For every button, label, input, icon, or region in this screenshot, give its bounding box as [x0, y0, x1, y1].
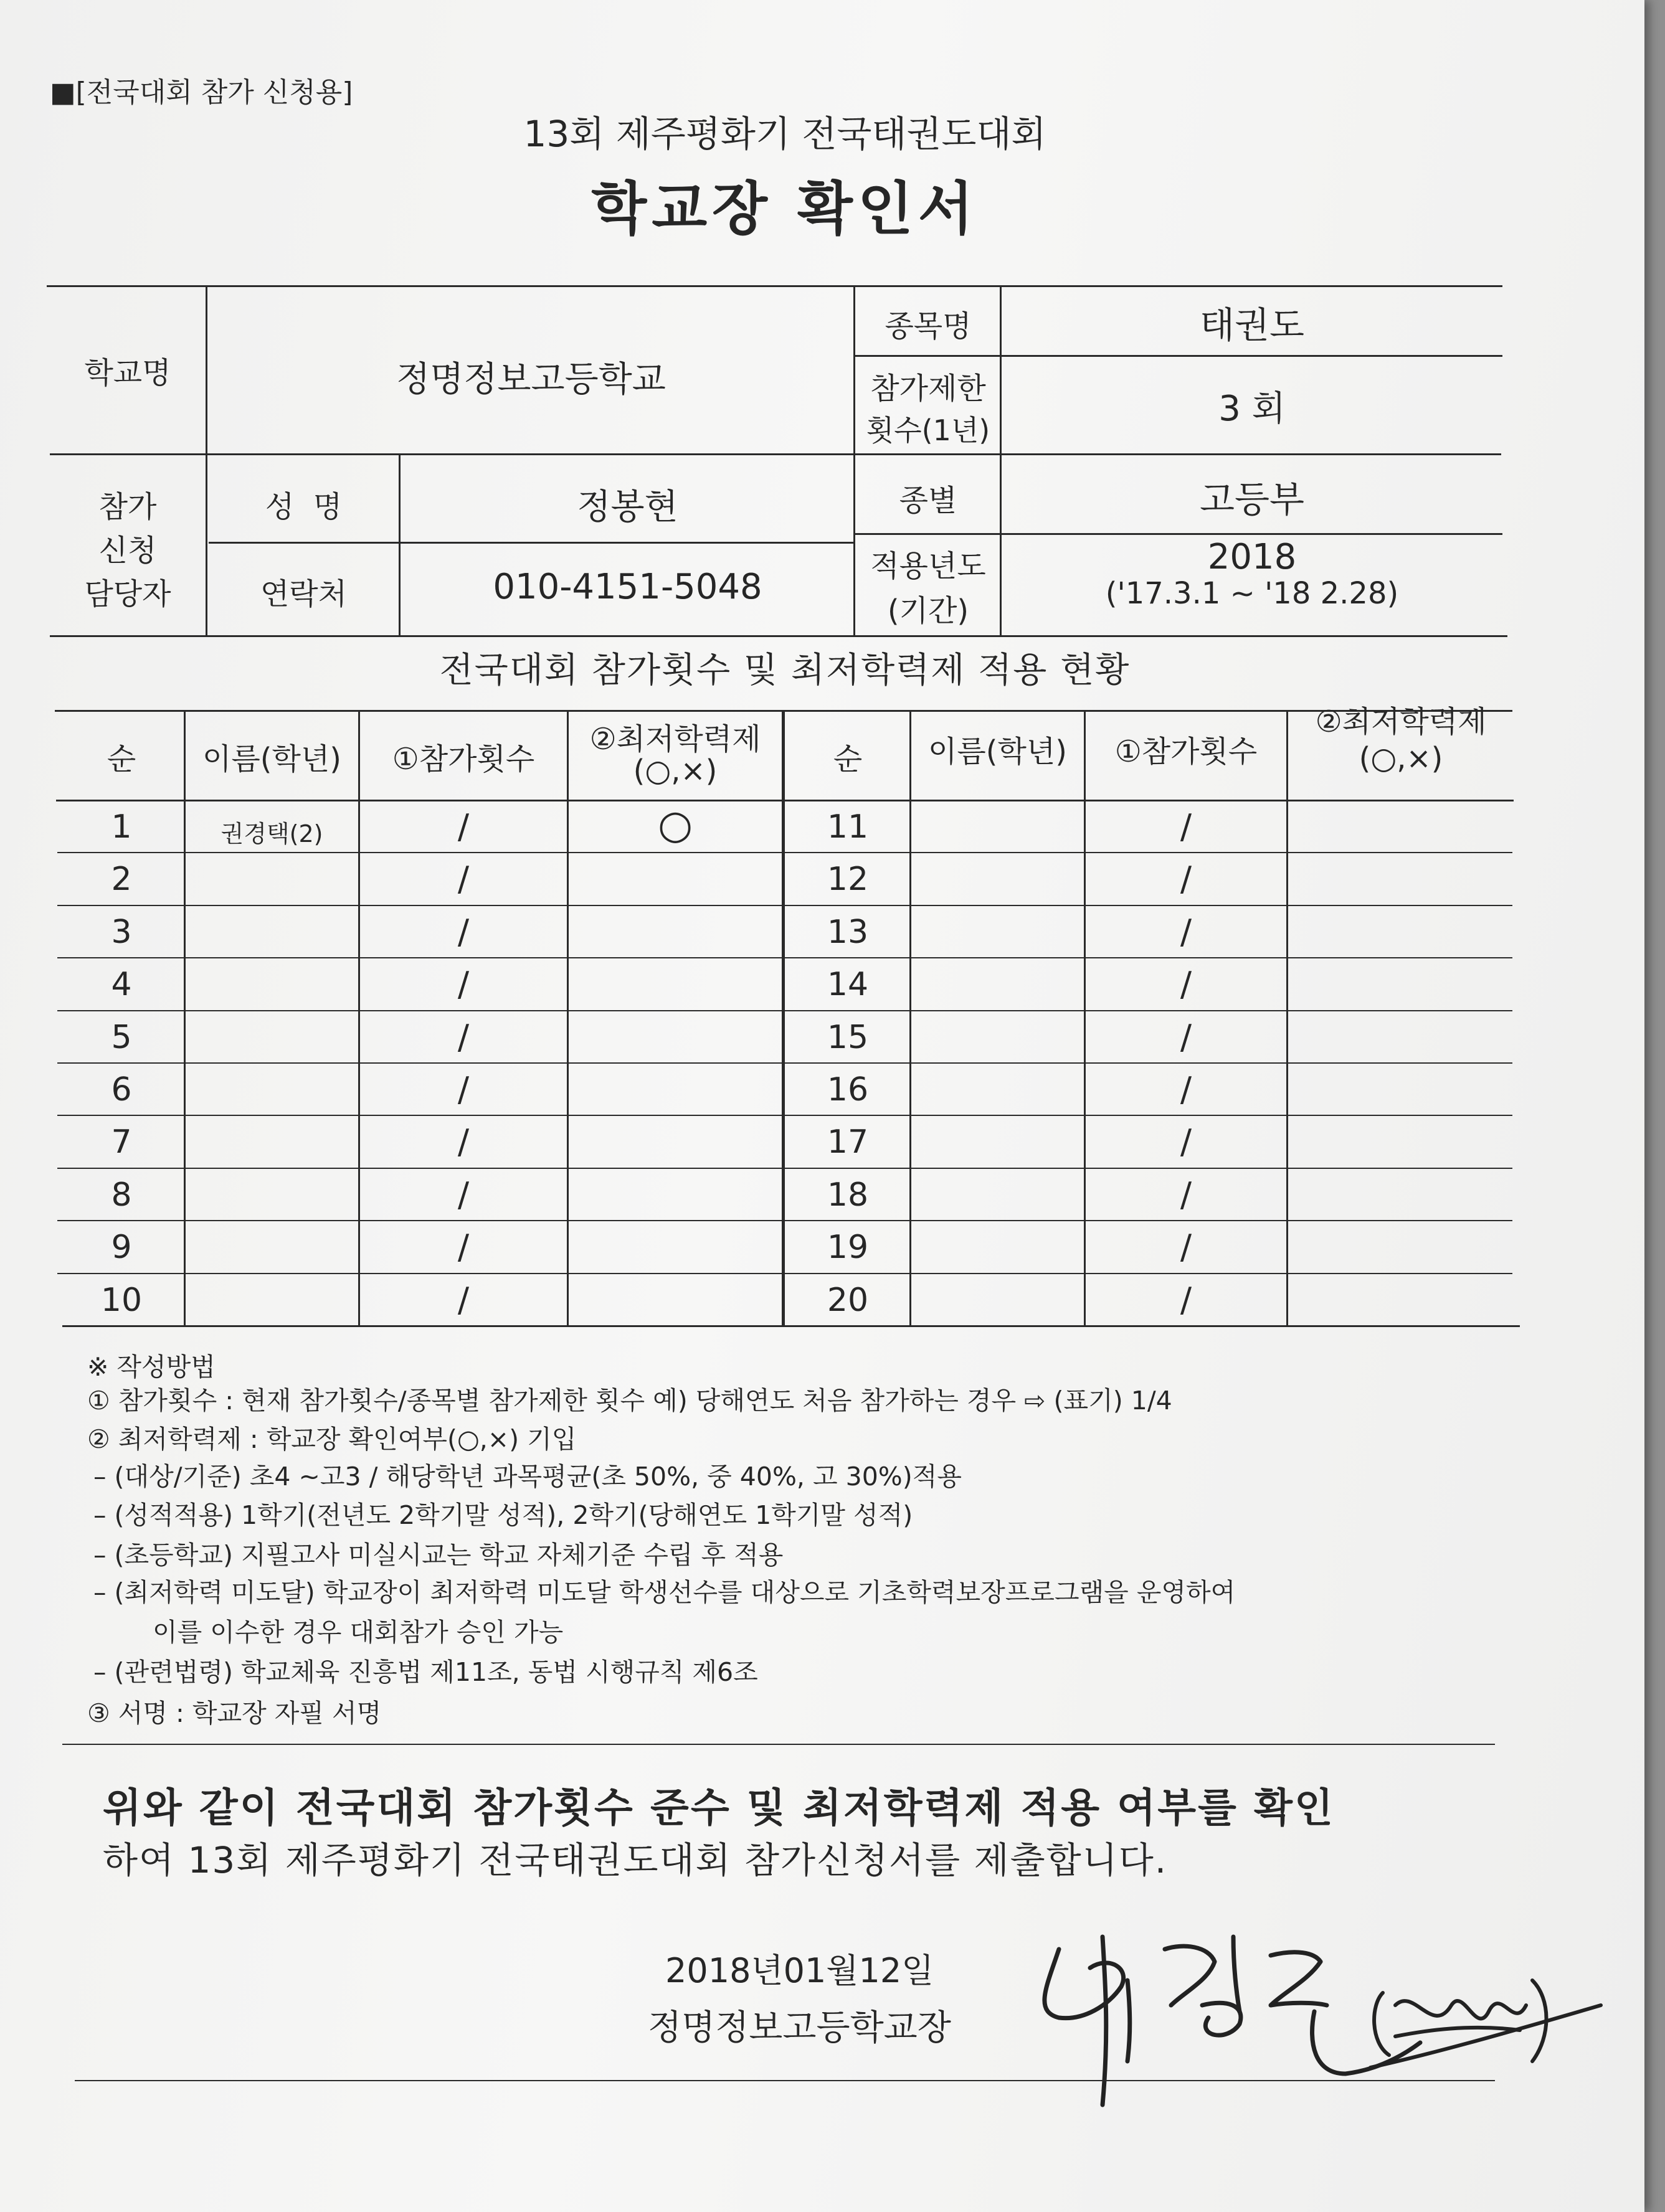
row-number: 15	[827, 1018, 869, 1056]
year-label-line1: 적용년도	[870, 549, 986, 584]
table-header-bottom	[56, 800, 1514, 801]
row-count: /	[457, 1122, 470, 1162]
notes-divider	[62, 1744, 1495, 1745]
info-right-line1	[855, 355, 1502, 357]
table-vline-left-1	[184, 710, 186, 1325]
table-row-divider	[57, 1220, 1512, 1221]
division-label: 종별	[899, 483, 957, 518]
row-count: /	[457, 859, 470, 899]
name-label: 성 명	[265, 489, 343, 524]
row-number: 16	[827, 1071, 869, 1108]
notes-sub-4b: 이를 이수한 경우 대회참가 승인 가능	[153, 1617, 564, 1647]
notes-item-3: ③ 서명 : 학교장 자필 서명	[87, 1698, 382, 1728]
row-count: /	[457, 965, 470, 1004]
info-vline-1	[206, 285, 207, 635]
year-period: ('17.3.1 ~ '18 2.28)	[1105, 576, 1399, 611]
notes-item-1: ① 참가횟수 : 현재 참가횟수/종목별 참가제한 횟수 예) 당해연도 처음 참가하는 경우 ⇨ (표기) 1/4	[87, 1386, 1172, 1416]
row-count: /	[1180, 807, 1192, 846]
notes-sub-4a: – (최저학력 미도달) 학교장이 최저학력 미도달 학생선수를 대상으로 기초학력보장프로그램을 운영하여	[93, 1577, 1236, 1607]
table-vline-right-3	[1286, 710, 1288, 1325]
table-row-divider	[57, 957, 1512, 958]
row-count: /	[457, 807, 470, 846]
row-number: 8	[111, 1176, 132, 1214]
row-number: 14	[827, 966, 869, 1004]
header-count-left: ①참가횟수	[392, 742, 535, 777]
row-number: 5	[111, 1018, 132, 1056]
table-bottom	[62, 1325, 1520, 1327]
status-title: 전국대회 참가횟수 및 최저학력제 적용 현황	[439, 650, 1131, 691]
table-row-divider	[57, 1168, 1512, 1169]
row-count: /	[1180, 1070, 1192, 1109]
contact-value: 010-4151-5048	[493, 567, 762, 607]
row-count: /	[457, 1175, 470, 1214]
header-academic-right-line1: ②최저학력제	[1315, 704, 1487, 739]
header-no-right: 순	[833, 742, 863, 777]
row-number: 20	[827, 1281, 869, 1319]
row-number: 9	[111, 1229, 132, 1267]
row-number: 19	[827, 1229, 869, 1267]
confirmation-line-2: 하여 13회 제주평화기 전국태권도대회 참가신청서를 제출합니다.	[103, 1839, 1168, 1881]
row-count: /	[1180, 1227, 1192, 1267]
header-count-right: ①참가횟수	[1114, 734, 1258, 769]
applicant-label-line2: 신청	[98, 533, 157, 568]
table-vline-center	[782, 710, 785, 1325]
table-row-divider	[57, 852, 1512, 853]
limit-label-line1: 참가제한	[870, 371, 986, 406]
row-count: /	[1180, 859, 1192, 899]
table-row-divider	[57, 905, 1512, 906]
school-label: 학교명	[84, 356, 171, 390]
row-name: 권경택(2)	[221, 820, 323, 848]
row-count: /	[1180, 1017, 1192, 1057]
sport-value: 태권도	[1199, 304, 1305, 346]
row-count: /	[457, 912, 470, 952]
header-academic-left-line2: (○,×)	[633, 754, 718, 788]
row-count: /	[1180, 912, 1192, 952]
notes-item-2: ② 최저학력제 : 학교장 확인여부(○,×) 기입	[87, 1424, 577, 1454]
form-label: ■[전국대회 참가 신청용]	[50, 77, 353, 108]
notes-sub-3: – (초등학교) 지필고사 미실시교는 학교 자체기준 수립 후 적용	[93, 1540, 784, 1570]
limit-label-line2: 횟수(1년)	[866, 414, 990, 447]
row-number: 4	[111, 966, 132, 1004]
info-table-bottom	[50, 635, 1507, 637]
row-number: 17	[827, 1123, 869, 1161]
row-count: /	[457, 1280, 470, 1320]
row-number: 10	[100, 1281, 143, 1319]
table-row-divider	[57, 1273, 1512, 1274]
notes-title: ※ 작성방법	[87, 1352, 216, 1382]
row-count: /	[457, 1227, 470, 1267]
row-number: 11	[827, 808, 869, 846]
sport-label: 종목명	[885, 309, 972, 344]
table-row-divider	[57, 1010, 1512, 1011]
header-name-right: 이름(학년)	[928, 734, 1067, 769]
table-row-divider	[57, 1115, 1512, 1116]
header-no-left: 순	[107, 742, 136, 777]
row-number: 12	[827, 861, 869, 899]
applicant-label-line1: 참가	[98, 489, 157, 524]
row-count: /	[1180, 1175, 1192, 1214]
header-name-left: 이름(학년)	[202, 742, 341, 777]
row-count: /	[1180, 1280, 1192, 1320]
header-academic-right-line2: (○,×)	[1359, 741, 1443, 776]
row-count: /	[1180, 1122, 1192, 1162]
info-table-top	[47, 285, 1502, 287]
school-value: 정명정보고등학교	[396, 359, 666, 400]
table-vline-right-1	[909, 710, 911, 1325]
row-number: 13	[827, 913, 869, 951]
row-academic: ○	[658, 802, 693, 848]
contact-label: 연락처	[260, 577, 348, 612]
document-title: 학교장 확인서	[591, 176, 979, 242]
info-vline-3	[853, 285, 855, 635]
row-number: 1	[111, 808, 132, 846]
event-title: 13회 제주평화기 전국태권도대회	[523, 113, 1046, 155]
notes-sub-2: – (성적적용) 1학기(전년도 2학기말 성적), 2학기(당해연도 1학기말 성적)	[93, 1500, 913, 1530]
notes-sub-1: – (대상/기준) 초4 ~고3 / 해당학년 과목평균(초 50%, 중 40%, 고 30%)적용	[93, 1462, 962, 1491]
row-count: /	[457, 1070, 470, 1109]
row-number: 7	[111, 1123, 132, 1161]
info-vline-2	[399, 453, 401, 635]
year-value: 2018	[1207, 537, 1297, 577]
row-count: /	[1180, 965, 1192, 1004]
signature	[1022, 1912, 1620, 2124]
applicant-label-line3: 담당자	[84, 577, 171, 612]
info-table-mid	[50, 453, 1501, 455]
confirmation-line-1: 위와 같이 전국대회 참가횟수 준수 및 최저학력제 적용 여부를 확인	[103, 1785, 1335, 1832]
info-right-line3	[855, 533, 1502, 535]
limit-value: 3 회	[1218, 389, 1286, 429]
info-applicant-line	[209, 542, 855, 544]
row-number: 18	[827, 1176, 869, 1214]
notes-sub-5: – (관련법령) 학교체육 진흥법 제11조, 동법 시행규칙 제6조	[93, 1657, 758, 1687]
row-number: 2	[111, 861, 132, 899]
header-academic-left-line1: ②최저학력제	[589, 722, 761, 757]
date: 2018년01월12일	[665, 1951, 934, 1990]
name-value: 정봉현	[577, 487, 678, 527]
table-row-divider	[57, 1062, 1512, 1064]
division-value: 고등부	[1199, 478, 1305, 521]
year-label-line2: (기간)	[887, 593, 969, 628]
principal: 정명정보고등학교장	[648, 2008, 951, 2048]
info-vline-4	[1000, 285, 1002, 635]
row-number: 3	[111, 913, 132, 951]
signature-baseline	[75, 2080, 1495, 2081]
row-count: /	[457, 1017, 470, 1057]
row-number: 6	[111, 1071, 132, 1108]
